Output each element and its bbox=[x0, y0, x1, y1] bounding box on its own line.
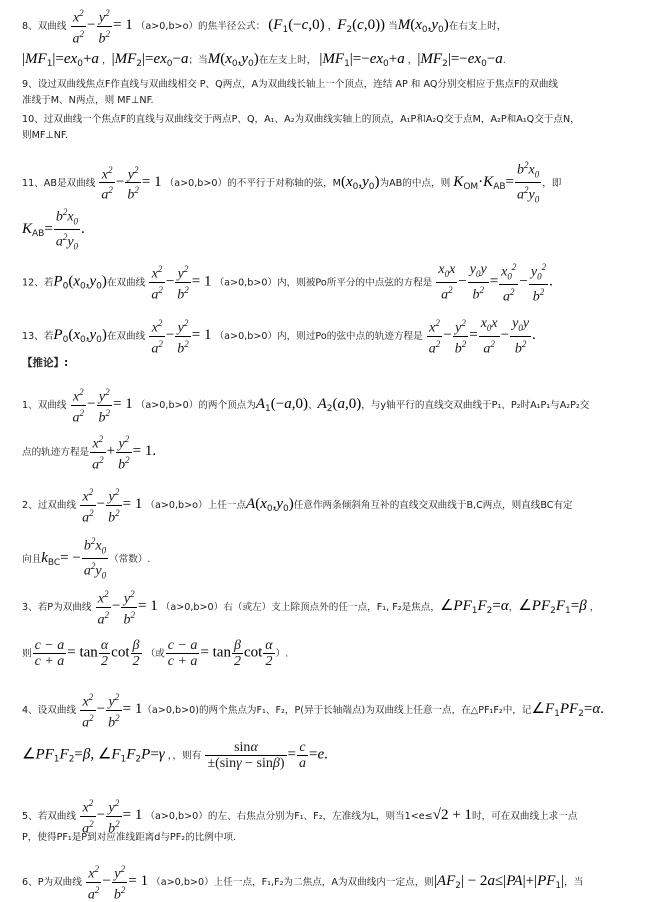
text: ，则有 bbox=[172, 750, 202, 762]
text: 在右支上时， bbox=[448, 21, 507, 33]
fraction: $\frac{y^2}{b^2}$ bbox=[177, 264, 189, 303]
fraction: $\frac{\beta}{2}$ bbox=[233, 638, 241, 669]
text: 6、P为双曲线 bbox=[22, 877, 82, 889]
text: （a>0,b>0)的两个焦点为F₁、F₂，P(异于长轴端点)为双曲线上任意一点，在△PF₁F₂中，记 bbox=[142, 705, 532, 717]
fraction: $\frac{b^2x_0}{a^2y_0}$ bbox=[83, 536, 107, 581]
corollary-2-line-1: 2、过双曲线 $\frac{x^2}{a^2}$ − $\frac{y^2}{b^2}$ = 1 （a>0,b>o）上任一点$A(x_0,y_0)$任意作两条倾斜角互补的直线交双曲线于B,C两点，则直线BC有定 bbox=[22, 487, 573, 526]
text: 1、双曲线 bbox=[22, 400, 67, 412]
item-11-line-1: 11、AB是双曲线 $\frac{x^2}{a^2}$ − $\frac{y^2}{b^2}$ = 1 （a>0,b>0）的不平行于对称轴的弦，$M(x_0,y_0)$为AB的中点，则 $K_{OM}\cdot K_{AB}=$ $\frac{b^2x_0}{a^2y_0}$ ，即 bbox=[22, 158, 649, 208]
text: （a>0,b>0）右（或左）支上除顶点外的任一点，F₁, F₂是焦点， bbox=[160, 602, 440, 614]
fraction: $\frac{x^2}{a^2}$ bbox=[97, 589, 110, 628]
text: 当 bbox=[198, 55, 208, 66]
text: 任意作两条倾斜角互补的直线交双曲线于B,C两点，则直线BC有定 bbox=[293, 500, 573, 512]
corollary-3-line-1: 3、若P为双曲线 $\frac{x^2}{a^2}$ − $\frac{y^2}{b^2}$ = 1 （a>0,b>0）右（或左）支上除顶点外的任一点，F₁, F₂是焦点，$\angle PF_1F_2=\alpha$，$\angle PF_2F_1=\beta$ ， bbox=[22, 589, 600, 628]
corollary-4-line-1: 4、设双曲线 $\frac{x^2}{a^2}$ − $\frac{y^2}{b^2}$ = 1（a>0,b>0)的两个焦点为F₁、F₂，P(异于长轴端点)为双曲线上任意一点，在△PF₁F₂中，记$\angle F_1PF_2=\alpha$. bbox=[22, 692, 604, 731]
fraction: $\frac{x^2}{a^2}$ bbox=[72, 8, 85, 47]
text: （常数）. bbox=[109, 553, 151, 565]
fraction: $\frac{b^2x_0}{a^2y_0}$ bbox=[55, 207, 79, 252]
text: 在双曲线 bbox=[106, 331, 146, 343]
fraction: $\frac{\alpha}{2}$ bbox=[265, 638, 273, 669]
fraction: $\frac{y^2}{b^2}$ bbox=[118, 434, 130, 473]
text: 在左支上时， bbox=[258, 55, 317, 66]
fraction: $\frac{x_0^2}{a^2}$ bbox=[501, 262, 517, 306]
item-13: 13、若$P_0(x_0,y_0)$在双曲线 $\frac{x^2}{a^2}$ − $\frac{y^2}{b^2}$ = 1 （a>0,b>0）内，则过Po的弦中点的轨迹方程是 $\frac{x^2}{a^2}$ − $\frac{y^2}{b^2}$ = $\frac{x_0x}{a^2}$ − $\frac{y_0y}{b^2}$ . bbox=[22, 316, 536, 357]
text: （或 bbox=[145, 648, 165, 660]
fraction: $\frac{x^2}{a^2}$ bbox=[428, 318, 441, 357]
fraction: $\frac{\sin\alpha}{\pm(\sin\gamma - \sin\beta)}$ bbox=[207, 740, 285, 771]
fraction: $\frac{y^2}{b^2}$ bbox=[113, 864, 126, 902]
fraction: $\frac{c - a}{c + a}$ bbox=[34, 638, 65, 669]
fraction: $\frac{x^2}{a^2}$ bbox=[82, 487, 94, 526]
fraction: $\frac{y^2}{b^2}$ bbox=[108, 692, 120, 731]
text: 4、设双曲线 bbox=[22, 705, 77, 717]
corollary-5-line-1: 5、若双曲线 $\frac{x^2}{a^2}$ − $\frac{y^2}{b^2}$ = 1 （a>0,b>0）的左、右焦点分别为F₁、F₂，左准线为L，则当1<e≤√2 + 1时，可在双曲线上求一点 bbox=[22, 798, 578, 837]
corollary-3-line-2: 则 $\frac{c - a}{c + a}$ = tan $\frac{\alpha}{2}$ cot $\frac{\beta}{2}$ （或 $\frac{c - a}{c + a}$ = tan $\frac{\beta}{2}$ cot $\frac{\alpha}{2}$ ）. bbox=[22, 638, 289, 669]
text: （a>0,b>0）内，则过Po的弦中点的轨迹方程是 bbox=[214, 331, 423, 343]
text: 当 bbox=[388, 21, 398, 33]
fraction: $\frac{y^2}{b^2}$ bbox=[454, 318, 467, 357]
fraction: $\frac{x^2}{a^2}$ bbox=[82, 692, 94, 731]
text: （a>0,b>0）的两个顶点为 bbox=[135, 400, 256, 412]
item-8-line-2: $|MF_1|=ex_0+a$ ，$|MF_2|=ex_0-a$；当$M(x_0,y_0)$在左支上时， $|MF_1|=-ex_0+a$ ，$|MF_2|=-ex_0-a$. bbox=[22, 51, 506, 69]
text: 3、若P为双曲线 bbox=[22, 602, 92, 614]
fraction: $\frac{x^2}{a^2}$ bbox=[151, 264, 163, 303]
item-11-line-2: $K_{AB}=$ $\frac{b^2x_0}{a^2y_0}$ . bbox=[22, 205, 649, 255]
corollary-1-line-2: 点的轨迹方程是 $\frac{x^2}{a^2}$ + $\frac{y^2}{b^2}$ = 1. bbox=[22, 434, 157, 473]
corollary-2-line-2: 向且$k_{BC}=$ − $\frac{b^2x_0}{a^2y_0}$ （常数）. bbox=[22, 534, 649, 584]
text: （a>0,b>0）内，则被Po所平分的中点弦的方程是 bbox=[214, 277, 433, 289]
fraction: $\frac{y^2}{b^2}$ bbox=[127, 164, 139, 204]
fraction: $\frac{y^2}{b^2}$ bbox=[98, 387, 111, 426]
fraction: $\frac{x^2}{a^2}$ bbox=[92, 434, 104, 473]
item-10-line-1: 10、过双曲线一个焦点F的直线与双曲线交于两点P、Q，A₁、A₂为双曲线实轴上的顶点，A₁P和A₂Q交于点M，A₂P和A₁Q交于点N， bbox=[22, 114, 580, 125]
text: ，与y轴平行的直线交双曲线于P₁、P₂时A₁P₁与A₂P₂交 bbox=[361, 400, 590, 412]
item-9-line-2: 准线于M、N两点，则 MF⊥NF. bbox=[22, 95, 154, 106]
item-8-line-1: 8、双曲线 $\frac{x^2}{a^2}$ − $\frac{y^2}{b^2}$ = 1 （a>0,b>o）的焦半径公式： ($F_1(-c,0)$ ，$F_2(c,0)$) 当$M(x_0,y_0)$在右支上时， bbox=[22, 8, 507, 47]
corollary-5-line-2: P，使得PF₁是P到对应准线距离d与PF₂的比例中项. bbox=[22, 832, 237, 843]
fraction: $\frac{y_0^2}{b^2}$ bbox=[530, 262, 547, 306]
text: ，当 bbox=[564, 877, 584, 889]
fraction: $\frac{\beta}{2}$ bbox=[132, 638, 140, 669]
fraction: $\frac{x^2}{a^2}$ bbox=[82, 798, 94, 837]
fraction: $\frac{y_0y}{b^2}$ bbox=[469, 262, 487, 303]
text: ，即 bbox=[542, 177, 562, 189]
fraction: $\frac{\alpha}{2}$ bbox=[100, 638, 109, 669]
item-9-line-1: 9、设过双曲线焦点F作直线与双曲线相交 P、Q两点，A为双曲线长轴上一个顶点，连结 AP 和 AQ分别交相应于焦点F的双曲线 bbox=[22, 79, 559, 90]
item-12: 12、若$P_0(x_0,y_0)$在双曲线 $\frac{x^2}{a^2}$ − $\frac{y^2}{b^2}$ = 1 （a>0,b>0）内，则被Po所平分的中点弦的方程是 $\frac{x_0x}{a^2}$ − $\frac{y_0y}{b^2}$ = $\frac{x_0^2}{a^2}$ − $\frac{y_0^2}{b^2}$ . bbox=[22, 262, 553, 306]
text: 5、若双曲线 bbox=[22, 811, 77, 823]
fraction: $\frac{y^2}{b^2}$ bbox=[108, 487, 120, 526]
text: ）. bbox=[275, 648, 289, 660]
corollary-4-line-2: $\angle PF_1F_2=\beta$, $\angle F_1F_2P=\gamma$ ，，则有 $\frac{\sin\alpha}{\pm(\sin\gamma - \sin\beta)}$ = $\frac{c}{a}$ =e. bbox=[22, 740, 328, 771]
text: 则 bbox=[22, 648, 32, 660]
fraction: $\frac{x^2}{a^2}$ bbox=[87, 864, 100, 902]
fraction: $\frac{x^2}{a^2}$ bbox=[151, 318, 163, 357]
fraction: $\frac{y^2}{b^2}$ bbox=[108, 798, 120, 837]
item-10-line-2: 则MF⊥NF. bbox=[22, 130, 68, 141]
fraction: $\frac{c - a}{c + a}$ bbox=[167, 638, 198, 669]
text: （a>0,b>0）的不平行于对称轴的弦，M bbox=[164, 177, 341, 189]
text: （a>0,b>0）上任一点，F₁,F₂为二焦点，A为双曲线内一定点，则 bbox=[151, 877, 434, 889]
text: 为AB的中点，则 bbox=[379, 177, 451, 189]
fraction: $\frac{y^2}{b^2}$ bbox=[177, 318, 189, 357]
fraction: $\frac{y_0y}{b^2}$ bbox=[512, 316, 530, 357]
section-heading: 【推论】: bbox=[22, 357, 69, 369]
text: （a>0,b>0）的左、右焦点分别为F₁、F₂，左准线为L，则当1<e≤ bbox=[145, 811, 433, 823]
fraction: $\frac{x_0x}{a^2}$ bbox=[438, 262, 456, 303]
fraction: $\frac{b^2x_0}{a^2y_0}$ bbox=[517, 160, 540, 205]
text: 双曲线 bbox=[37, 21, 67, 33]
text: 12、若 bbox=[22, 277, 54, 289]
text: 2、过双曲线 bbox=[22, 500, 77, 512]
text: （a>0,b>o）上任一点 bbox=[145, 500, 247, 512]
text: 时，可在双曲线上求一点 bbox=[471, 811, 578, 823]
fraction: $\frac{x^2}{a^2}$ bbox=[72, 387, 85, 426]
fraction: $\frac{c}{a}$ bbox=[298, 740, 306, 771]
corollary-6-line-1: 6、P为双曲线 $\frac{x^2}{a^2}$ − $\frac{y^2}{b^2}$ = 1 （a>0,b>0）上任一点，F₁,F₂为二焦点，A为双曲线内一定点，则$|AF_2| - 2a\le|PA|+|PF_1|$，当 bbox=[22, 864, 584, 902]
text: 在双曲线 bbox=[106, 277, 146, 289]
text: 11、AB是双曲线 bbox=[22, 177, 96, 189]
item-number: 8、 bbox=[22, 21, 38, 33]
text: （a>0,b>o）的焦半径公式： bbox=[135, 21, 266, 33]
fraction: $\frac{y^2}{b^2}$ bbox=[123, 589, 135, 628]
fraction: $\frac{x_0x}{a^2}$ bbox=[480, 316, 498, 357]
fraction: $\frac{y^2}{b^2}$ bbox=[98, 8, 111, 47]
text: ， bbox=[508, 602, 519, 614]
corollary-1-line-1: 1、双曲线 $\frac{x^2}{a^2}$ − $\frac{y^2}{b^2}$ = 1 （a>0,b>0）的两个顶点为$A_1(-a,0)$、$A_2(a,0)$，与y轴平行的直线交双曲线于P₁、P₂时A₁P₁与A₂P₂交 bbox=[22, 387, 590, 426]
text: 13、若 bbox=[22, 331, 54, 343]
fraction: $\frac{x^2}{a^2}$ bbox=[101, 164, 113, 204]
text: 向且 bbox=[22, 553, 42, 565]
text: 点的轨迹方程是 bbox=[22, 447, 90, 459]
